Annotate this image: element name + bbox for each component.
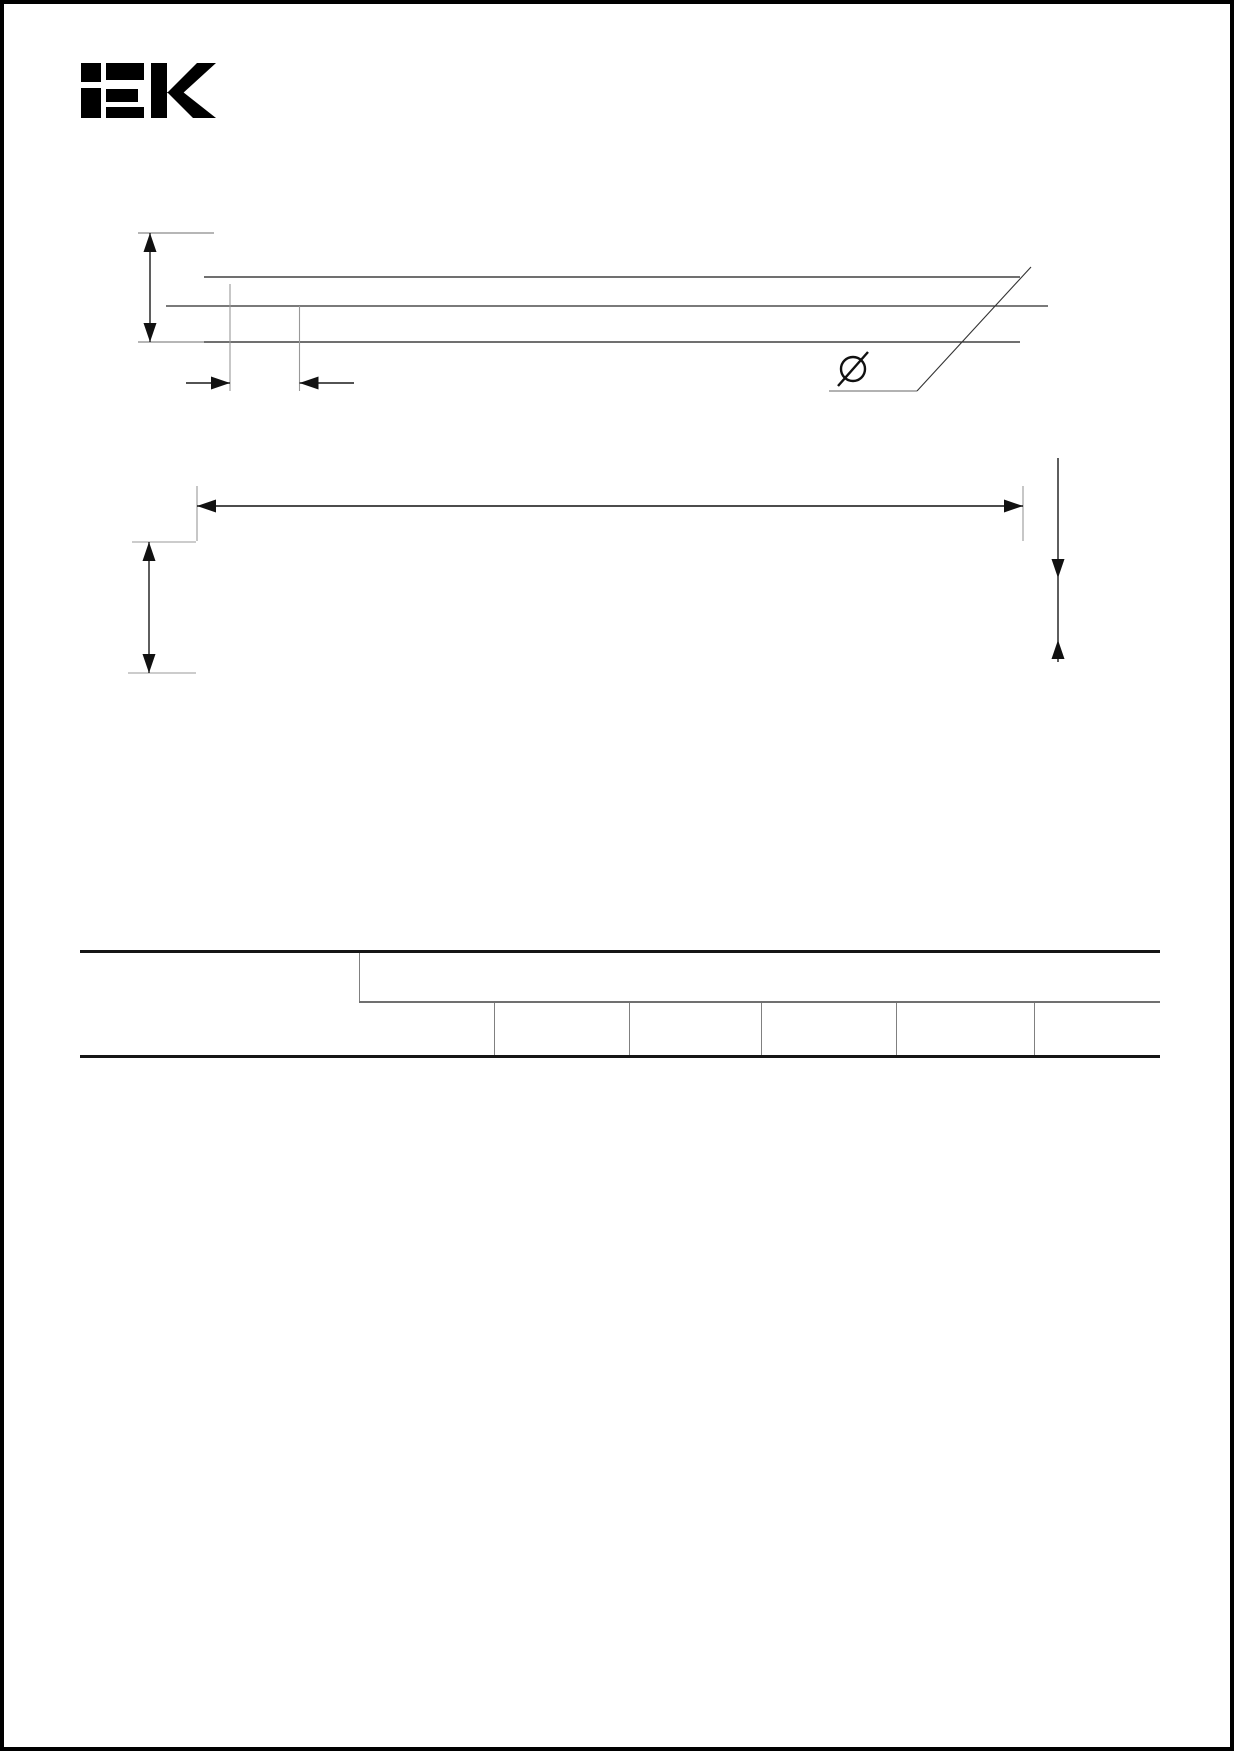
side-view-dimensions bbox=[138, 233, 1048, 391]
table-header-row bbox=[80, 952, 1160, 1003]
figure-drawings bbox=[0, 0, 1234, 780]
designation-header bbox=[80, 952, 359, 1057]
leader-line bbox=[917, 267, 1031, 391]
top-view-dimensions bbox=[128, 458, 1065, 673]
dim-header-h bbox=[761, 1002, 896, 1057]
dim-header-l bbox=[494, 1002, 629, 1057]
dim-header-b bbox=[1034, 1002, 1160, 1057]
dim-header-c bbox=[359, 1002, 494, 1057]
group-header bbox=[359, 952, 1160, 1003]
dim-header-w bbox=[629, 1002, 761, 1057]
dimensions-table bbox=[80, 950, 1160, 1058]
dim-header-a bbox=[896, 1002, 1034, 1057]
diameter-c-callout bbox=[829, 267, 1031, 391]
